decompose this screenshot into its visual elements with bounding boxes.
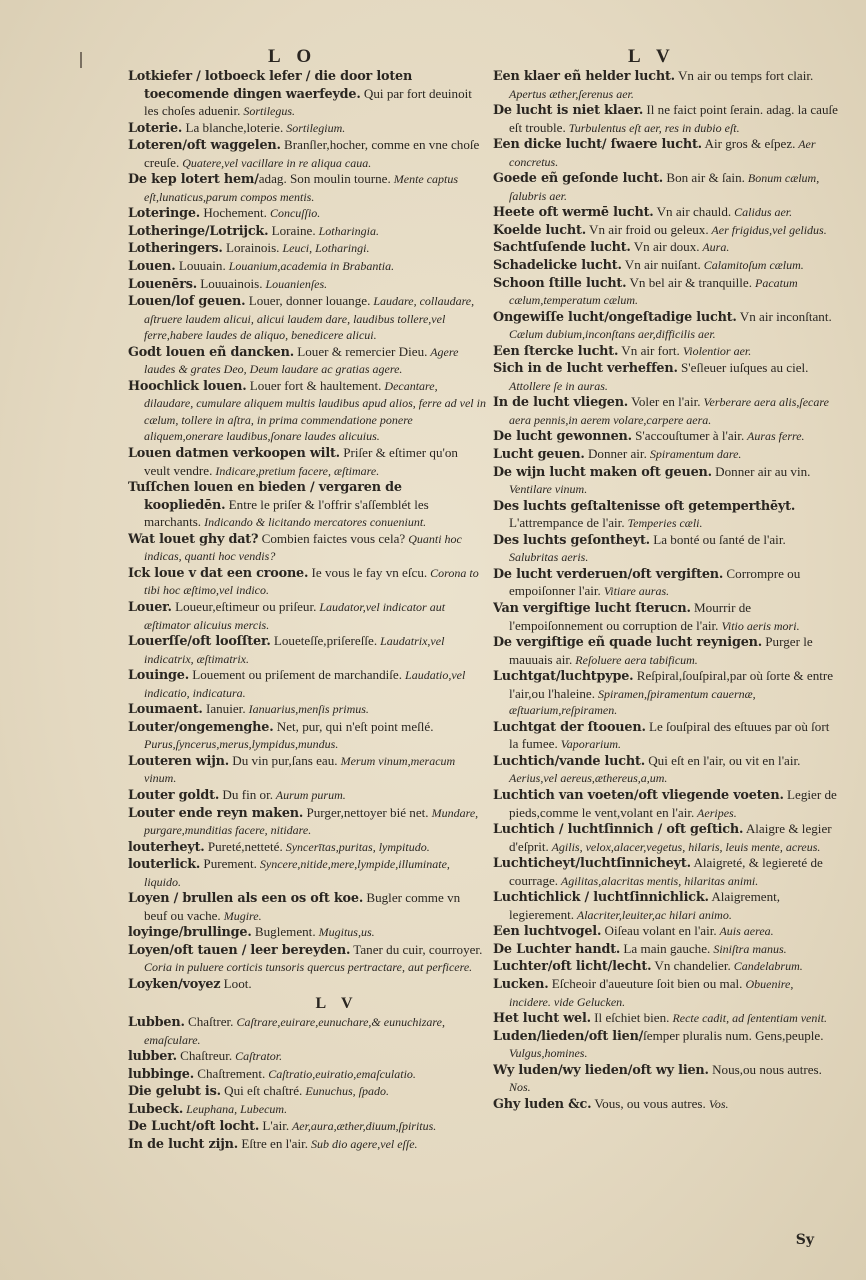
headword: Ick loue v dat een croone. [128, 565, 309, 581]
headword: De lucht is niet klaer. [493, 103, 644, 119]
french-gloss: Nous,ou nous autres. [708, 1061, 822, 1077]
headword: Des luchts geſtaltenisse oft getemperthēyt. [493, 498, 796, 514]
french-gloss: Purger,nettoyer bié net. [303, 804, 429, 820]
french-gloss: Qui eſt en l'air, ou vit en l'air. [644, 752, 801, 768]
headword: Lubben. [128, 1015, 185, 1031]
dictionary-entry [493, 634, 838, 668]
latin-gloss: Apertus æther,ſerenus aer. [509, 86, 634, 101]
french-gloss: Donner air. [584, 446, 647, 462]
latin-gloss: Alacriter,leuiter,ac hilari animo. [574, 907, 732, 922]
latin-gloss: Louanium,academia in Brabantia. [225, 259, 395, 274]
french-gloss: Vn air fort. [618, 342, 680, 358]
headword: Louen datmen verkoopen wilt. [128, 446, 340, 462]
latin-gloss: Laudator,vel indicator aut æſtimator alicuius mercis. [144, 599, 446, 632]
latin-gloss: Caſtratio,euiratio,emaſculatio. [265, 1066, 416, 1081]
latin-gloss: Calidus aer. [731, 205, 793, 220]
french-gloss: S'accouſtumer à l'air. [631, 428, 745, 444]
headword: Louter/ongemenghe. [128, 719, 274, 735]
dictionary-entry [128, 599, 486, 633]
latin-gloss: Mente captus eſt,lunaticus,parum compos mentis. [144, 172, 459, 204]
headword: Hoochlick louen. [128, 378, 247, 394]
latin-gloss: Sortilegium. [283, 120, 346, 135]
latin-gloss: Sortilegus. [240, 104, 296, 119]
latin-gloss: Verberare aera alis,ſecare aera pennis,in aerem volare,carpere aera. [509, 395, 829, 427]
headword: louterlick. [128, 857, 201, 873]
latin-gloss: Aeripes. [694, 805, 737, 820]
dictionary-entry [128, 942, 486, 976]
latin-gloss: Caſtrator. [232, 1049, 283, 1064]
french-gloss: Louement ou priſement de marchandiſe. [188, 667, 403, 683]
dictionary-entry [493, 941, 838, 959]
dictionary-entry [493, 102, 838, 136]
dictionary-entry [493, 136, 838, 170]
dictionary-entry [128, 805, 486, 839]
dictionary-entry [128, 344, 486, 378]
dictionary-entry [493, 257, 838, 275]
french-gloss: La blanche,loterie. [182, 119, 284, 135]
latin-gloss: Leuci, Lotharingi. [279, 241, 370, 256]
headword: Luchtgat/luchtpype. [493, 669, 634, 685]
header-right: L V [628, 46, 676, 67]
running-header [0, 46, 866, 68]
dictionary-entry [493, 446, 838, 464]
dictionary-entry [493, 600, 838, 634]
french-gloss: Corrompre ou empoiſonner l'air. [509, 565, 801, 599]
french-gloss: Eſcheoir d'aueuture ſoit bien ou mal. [548, 975, 743, 991]
dictionary-entry [493, 855, 838, 889]
french-gloss: Le ſouſpiral des eſtuues par où ſort la fumee. [509, 718, 830, 752]
dictionary-entry [128, 667, 486, 701]
latin-gloss: Aura. [699, 240, 730, 255]
french-gloss: S'eſleuer iuſques au ciel. [677, 360, 809, 376]
french-gloss: Entre le priſer & l'offrir s'aſſemblét les marchants. [144, 496, 429, 530]
dictionary-entry [493, 498, 838, 532]
french-gloss: Vn air froid ou geleux. [585, 221, 709, 237]
headword: Loyen / brullen als een os oft koe. [128, 891, 364, 907]
latin-gloss: Corona to tibi hoc æſtimo,vel indico. [144, 565, 479, 598]
dictionary-entry [128, 479, 486, 531]
dictionary-entry [493, 360, 838, 394]
latin-gloss: Auis aerea. [716, 924, 774, 939]
headword: Ongewiſſe lucht/ongeſtadige lucht. [493, 309, 737, 325]
dictionary-entry [493, 1010, 838, 1028]
dictionary-entry [128, 1048, 486, 1066]
french-gloss: Il ne faict point ſerain. adag. la cauſe eſt trouble. [509, 102, 838, 135]
latin-gloss: Vitio aeris mori. [718, 618, 800, 633]
headword: Lucht geuen. [493, 447, 585, 463]
dictionary-entry [493, 821, 838, 855]
french-gloss: La main gauche. [620, 940, 711, 956]
dictionary-entry [128, 171, 486, 205]
dictionary-entry [493, 753, 838, 787]
dictionary-entry [493, 923, 838, 941]
dictionary-entry [128, 137, 486, 171]
headword: Een klaer eñ helder lucht. [493, 69, 675, 84]
french-gloss: Air gros & eſpez. [701, 136, 796, 152]
french-gloss: Vous, ou vous autres. [591, 1095, 706, 1111]
headword: Louinge. [128, 668, 189, 684]
headword: Wat louet ghy dat? [128, 531, 259, 547]
french-gloss: Vn air chauld. [653, 204, 732, 220]
latin-gloss: Laudatio,vel indicatio, indicatura. [144, 668, 466, 700]
dictionary-entry [128, 753, 486, 787]
headword: Lubeck. [128, 1101, 184, 1117]
latin-gloss: Salubritas aeris. [509, 550, 589, 565]
french-gloss: Ianuier. [202, 701, 246, 717]
dictionary-entry [493, 668, 838, 719]
french-gloss: La bonté ou ſanté de l'air. [649, 531, 786, 547]
headword: Loteren/oft waggelen. [128, 138, 281, 154]
dictionary-entry [493, 1062, 838, 1096]
french-gloss: Buglement. [251, 924, 316, 940]
french-gloss: L'attrempance de l'air. [509, 515, 625, 531]
dictionary-entry [493, 958, 838, 976]
dictionary-entry [128, 633, 486, 667]
french-gloss: Pureté,netteté. [204, 838, 283, 854]
headword: Wy luden/wy lieden/oft wy lien. [493, 1062, 709, 1078]
dictionary-entry [493, 1028, 838, 1062]
latin-gloss: Vitiare auras. [600, 584, 670, 599]
french-gloss: Alaigrement, legierement. [509, 889, 781, 922]
french-gloss: Louer & remercier Dieu. [293, 343, 428, 359]
dictionary-entry [128, 924, 486, 942]
french-gloss: Hochement. [200, 205, 267, 221]
headword: Des luchts geſontheyt. [493, 532, 650, 548]
headword: De lucht gewonnen. [493, 429, 632, 445]
latin-gloss: Vulgus,homines. [509, 1046, 588, 1061]
headword: Loteringe. [128, 206, 201, 222]
latin-gloss: Obuenire, incidere. vide Gelucken. [509, 976, 794, 1009]
latin-gloss: Aer concretus. [509, 137, 816, 169]
headword: Loyen/oft tauen / leer bereyden. [128, 942, 351, 958]
latin-gloss: Nos. [509, 1080, 531, 1095]
french-gloss: Du vin pur,ſans eau. [229, 752, 338, 768]
headword: Lotkiefer / lotboeck lefer / die door loten toecomende dingen waerfeyde. [128, 69, 413, 102]
dictionary-entry [128, 856, 486, 890]
dictionary-entry [128, 1118, 486, 1136]
headword: Sich in de lucht verheffen. [493, 361, 678, 377]
dictionary-entry [128, 976, 486, 994]
dictionary-entry [493, 222, 838, 240]
latin-gloss: Quanti hoc indicas, quanti hoc vendis? [144, 531, 462, 564]
headword: Loterie. [128, 120, 183, 136]
french-gloss: Reſpiral,ſouſpiral,par où ſorte & entre l'air,ou l'haleine. [509, 668, 834, 701]
dictionary-entry [493, 170, 838, 204]
headword: Heete oft wermē lucht. [493, 205, 654, 221]
french-gloss: Ie vous le fay vn eſcu. [308, 564, 428, 580]
headword: Louenērs. [128, 276, 198, 292]
dictionary-entry [493, 428, 838, 446]
dictionary-entry [128, 68, 486, 120]
latin-gloss: Syncere,nitide,mere,lympide,illuminate, liquido. [144, 857, 450, 889]
dictionary-entry [493, 309, 838, 343]
french-gloss: Vn air inconſtant. [736, 308, 832, 324]
headword: Tuſſchen louen en bieden / vergaren de koopliedēn. [128, 480, 402, 513]
dictionary-entry [128, 223, 486, 241]
french-gloss: Voler en l'air. [628, 394, 701, 410]
headword: Een ſtercke lucht. [493, 343, 619, 359]
dictionary-entry [493, 566, 838, 600]
latin-gloss: Auras ferre. [744, 429, 805, 444]
latin-gloss: Bonum cælum, ſalubris aer. [509, 171, 820, 203]
headword: lubbinge. [128, 1066, 194, 1082]
headword: Ghy luden &c. [493, 1096, 592, 1112]
latin-gloss: Agilis, velox,alacer,vegetus, hilaris, leuis mente, acreus. [548, 839, 821, 854]
french-gloss: Loot. [220, 975, 252, 991]
french-gloss: Vn air ou temps fort clair. [674, 68, 814, 83]
latin-gloss: Aer frigidus,vel gelidus. [708, 222, 827, 237]
latin-gloss: Vos. [705, 1096, 729, 1111]
headword: Loumaent. [128, 702, 203, 718]
latin-gloss: Mugitus,us. [315, 925, 375, 940]
french-gloss: Qui par fort deuinoit les choſes aduenir. [144, 85, 472, 119]
latin-gloss: Louanienſes. [262, 276, 328, 291]
headword: Luchtichlick / luchtſinnichlick. [493, 890, 709, 906]
french-gloss: Chaſtrer. [184, 1014, 234, 1030]
latin-gloss: Candelabrum. [730, 959, 803, 974]
dictionary-entry [128, 839, 486, 857]
latin-gloss: Merum vinum,meracum vinum. [144, 753, 456, 786]
headword: De Luchter handt. [493, 941, 621, 957]
headword: In de lucht vliegen. [493, 395, 629, 411]
latin-gloss: Laudare, collaudare, aſtruere laudem alicui, alicui laudem dare, laudibus tollere,vel ferre,habere laudes de aliquo, benedicere alicui. [144, 294, 475, 343]
right-column [493, 68, 838, 1220]
section-heading: L V [315, 994, 359, 1012]
french-gloss: Taner du cuir, courroyer. [350, 941, 483, 957]
french-gloss: Vn air nuiſant. [621, 257, 701, 273]
latin-gloss: Siniſtra manus. [710, 941, 787, 956]
latin-gloss: Attollere ſe in auras. [509, 378, 608, 393]
headword: Loyken/voyez [128, 976, 221, 992]
latin-gloss: Lotharingia. [315, 223, 379, 238]
french-gloss: Mourrir de l'empoiſonnement ou corruption de l'air. [509, 599, 752, 633]
french-gloss: Donner air au vin. [711, 463, 811, 479]
latin-gloss: Syncerītas,puritas, lympitudo. [282, 839, 430, 854]
dictionary-entry [493, 239, 838, 257]
headword: Luchtich / luchtſinnich / oft geſtich. [493, 822, 744, 838]
latin-gloss: Agere laudes & grates Deo, Deum laudare ac gratias agere. [144, 344, 459, 377]
dictionary-entry [128, 1066, 486, 1084]
french-gloss: Loueteſſe,priſereſſe. [270, 633, 378, 649]
latin-gloss: Mundare, purgare,munditias facere, nitidare. [144, 805, 479, 838]
header-left: L O [268, 46, 318, 67]
headword: Die gelubt is. [128, 1084, 221, 1100]
dictionary-entry [128, 1014, 486, 1048]
headword: Luchter/oft licht/lecht. [493, 959, 652, 975]
headword: Louen. [128, 259, 176, 275]
french-gloss: ſemper pluralis num. Gens,peuple. [643, 1027, 824, 1043]
latin-gloss: Agilitas,alacritas mentis, hilaritas animi. [558, 873, 759, 888]
dictionary-entry [128, 701, 486, 719]
headword: Luchtich van voeten/oft vliegende voeten. [493, 787, 784, 803]
latin-gloss: Indicare,pretium facere, æſtimare. [212, 463, 380, 478]
dictionary-entry [493, 889, 838, 923]
dictionary-entry [493, 68, 838, 102]
french-gloss: adag. Son moulin tourne. [258, 171, 391, 187]
latin-gloss: Pacatum cælum,temperatum cælum. [509, 275, 798, 308]
french-gloss: Alaigreté, & legiereté de courrage. [509, 855, 823, 888]
latin-gloss: Concuſſio. [266, 206, 321, 221]
french-gloss: Purement. [200, 856, 257, 872]
french-gloss: Net, pur, qui n'eſt point meſlé. [273, 718, 434, 734]
french-gloss: Oiſeau volant en l'air. [601, 923, 717, 939]
headword: In de lucht zijn. [128, 1136, 239, 1152]
latin-gloss: Turbulentus eſt aer, res in dubio eſt. [565, 120, 740, 135]
headword: Lotheringe/Lotrijck. [128, 223, 269, 239]
french-gloss: Chaſtreur. [176, 1048, 233, 1064]
headword: De kep lotert hem/ [128, 172, 259, 188]
latin-gloss: Caſtrare,euirare,eunuchare,& eunuchizare, emaſculare. [144, 1015, 445, 1047]
french-gloss: Du fin or. [219, 786, 273, 802]
headword: Louter goldt. [128, 787, 220, 803]
latin-gloss: Recte cadit, ad ſententiam venit. [669, 1011, 828, 1026]
latin-gloss: Coria in puluere corticis tunsoris quercus pertractare, aut perficere. [144, 960, 473, 975]
dictionary-entry [128, 719, 486, 753]
french-gloss: Alaigre & legier d'eſprit. [509, 821, 832, 854]
french-gloss: Qui eſt chaſtré. [220, 1083, 303, 1099]
headword: Van vergiftige lucht ſterucn. [493, 600, 691, 616]
left-column [128, 68, 486, 1220]
latin-gloss: Cælum dubium,inconſtans aer,difficilis aer. [509, 327, 716, 342]
french-gloss: Eſtre en l'air. [238, 1135, 309, 1151]
dictionary-entry [128, 445, 486, 479]
dictionary-entry [128, 890, 486, 924]
latin-gloss: Aer,aura,æther,diuum,ſpiritus. [289, 1119, 437, 1134]
latin-gloss: Aurum purum. [272, 787, 346, 802]
french-gloss: Il eſchiet bien. [590, 1010, 670, 1026]
headword: Louteren wijn. [128, 753, 229, 769]
french-gloss: Vn bel air & tranquille. [626, 274, 752, 290]
dictionary-entry [128, 258, 486, 276]
catchword: Sy [795, 1232, 814, 1248]
dictionary-entry [493, 275, 838, 309]
dictionary-entry [128, 276, 486, 294]
french-gloss: Louuain. [175, 258, 226, 274]
headword: Het lucht wel. [493, 1011, 591, 1027]
french-gloss: Chaſtrement. [193, 1065, 266, 1081]
dictionary-entry [128, 120, 486, 138]
headword: Lucken. [493, 976, 549, 992]
dictionary-entry [128, 565, 486, 599]
dictionary-entry [128, 1136, 486, 1154]
headword: Louter ende reyn maken. [128, 805, 304, 821]
headword: Sachtſuſende lucht. [493, 240, 631, 256]
latin-gloss: Aerius,vel aereus,æthereus,a,um. [509, 771, 668, 786]
latin-gloss: Ianuarius,menſis primus. [245, 702, 369, 717]
latin-gloss: Calamitoſum cælum. [700, 258, 804, 273]
dictionary-entry [128, 1083, 486, 1101]
headword: De wijn lucht maken oft geuen. [493, 464, 712, 480]
dictionary-entry [493, 394, 838, 428]
dictionary-entry [128, 378, 486, 445]
headword: Luchtgat der ſtoouen. [493, 719, 646, 735]
headword: Louer. [128, 599, 172, 615]
headword: Louen/lof geuen. [128, 294, 246, 310]
latin-gloss: Indicando & licitando mercatores conueniunt. [201, 515, 427, 530]
headword: Schoon ſtille lucht. [493, 275, 627, 291]
dictionary-entry [128, 205, 486, 223]
french-gloss: Purger le mauuais air. [509, 634, 813, 667]
french-gloss: Vn chandelier. [651, 958, 731, 974]
headword: Goede eñ geſonde lucht. [493, 171, 664, 187]
headword: Lotheringers. [128, 241, 223, 257]
latin-gloss: Ventilare vinum. [509, 482, 588, 497]
dictionary-entry [493, 343, 838, 361]
dictionary-entry [128, 240, 486, 258]
latin-gloss: Temperies cæli. [624, 516, 703, 531]
dictionary-entry [493, 1096, 838, 1114]
headword: De Lucht/oft locht. [128, 1119, 260, 1135]
dictionary-entry [493, 204, 838, 222]
latin-gloss: Vaporarium. [557, 737, 622, 752]
dictionary-entry [493, 976, 838, 1010]
latin-gloss: Decantare, dilaudare, cumulare aliquem multis laudibus apud alios, ferre ad vel in cælum, tollere in aſtra, in prima commendatione ponere aliquem,onerare laudibus,ſonare laudes alicuius. [144, 378, 486, 444]
latin-gloss: Violentior aer. [679, 343, 752, 358]
latin-gloss: Mugire. [220, 908, 262, 923]
latin-gloss: Eunuchus, ſpado. [302, 1084, 389, 1099]
headword: Luchticheyt/luchtſinnicheyt. [493, 856, 691, 872]
headword: loyinge/brullinge. [128, 925, 252, 941]
french-gloss: L'air. [259, 1118, 290, 1134]
headword: Louerſſe/oft looſſter. [128, 634, 271, 650]
french-gloss: Loraine. [268, 222, 316, 238]
french-gloss: Bugler comme vn beuf ou vache. [144, 890, 461, 923]
dictionary-entry [493, 532, 838, 566]
dictionary-entry [128, 1101, 486, 1119]
headword: Een luchtvogel. [493, 924, 602, 940]
headword: De lucht verderuen/oft vergiften. [493, 566, 724, 582]
latin-gloss: Leuphana, Lubecum. [183, 1101, 288, 1116]
latin-gloss: Spiramentum dare. [646, 447, 742, 462]
dictionary-entry [128, 531, 486, 565]
french-gloss: Lorainois. [222, 240, 280, 256]
french-gloss: Louer fort & haultement. [246, 377, 382, 393]
latin-gloss: Sub dio agere,vel eſſe. [308, 1136, 418, 1151]
headword: Luchtich/vande lucht. [493, 753, 645, 769]
dictionary-entry [493, 719, 838, 753]
headword: Luden/lieden/oft lien/ [493, 1028, 644, 1044]
headword: louterheyt. [128, 839, 205, 855]
latin-gloss: Spiramen,ſpiramentum cauernæ, æſtuarium,reſpiramen. [509, 686, 756, 718]
latin-gloss: Laudatrix,vel indicatrix, æſtimatrix. [144, 634, 445, 666]
headword: Schadelicke lucht. [493, 258, 622, 274]
french-gloss: Legier de pieds,comme le vent,volant en l'air. [509, 786, 837, 820]
french-gloss: Priſer & eſtimer qu'on veult vendre. [144, 445, 458, 478]
latin-gloss: Quatere,vel vacillare in re aliqua caua. [179, 155, 372, 170]
french-gloss: Bon air & ſain. [663, 170, 745, 186]
latin-gloss: Reſoluere aera tabificum. [572, 652, 698, 667]
headword: lubber. [128, 1049, 177, 1065]
latin-gloss: Purus,ſyncerus,merus,lympidus,mundus. [144, 737, 339, 752]
headword: De vergiftige eñ quade lucht reynigen. [493, 635, 762, 651]
dictionary-entry [493, 464, 838, 498]
french-gloss: Combien faictes vous cela? [258, 530, 406, 546]
french-gloss: Louuainois. [197, 275, 263, 291]
dictionary-entry [128, 787, 486, 805]
french-gloss: Loueur,eſtimeur ou priſeur. [171, 598, 317, 614]
french-gloss: Branſler,hocher, comme en vne choſe creuſe. [144, 137, 480, 170]
headword: Een dicke lucht/ ſwaere lucht. [493, 137, 702, 153]
french-gloss: Vn air doux. [630, 239, 700, 255]
dictionary-entry [128, 293, 486, 344]
headword: Koelde lucht. [493, 222, 586, 238]
dictionary-entry [493, 787, 838, 821]
french-gloss: Louer, donner louange. [245, 293, 371, 309]
headword: Godt louen eñ dancken. [128, 344, 294, 360]
